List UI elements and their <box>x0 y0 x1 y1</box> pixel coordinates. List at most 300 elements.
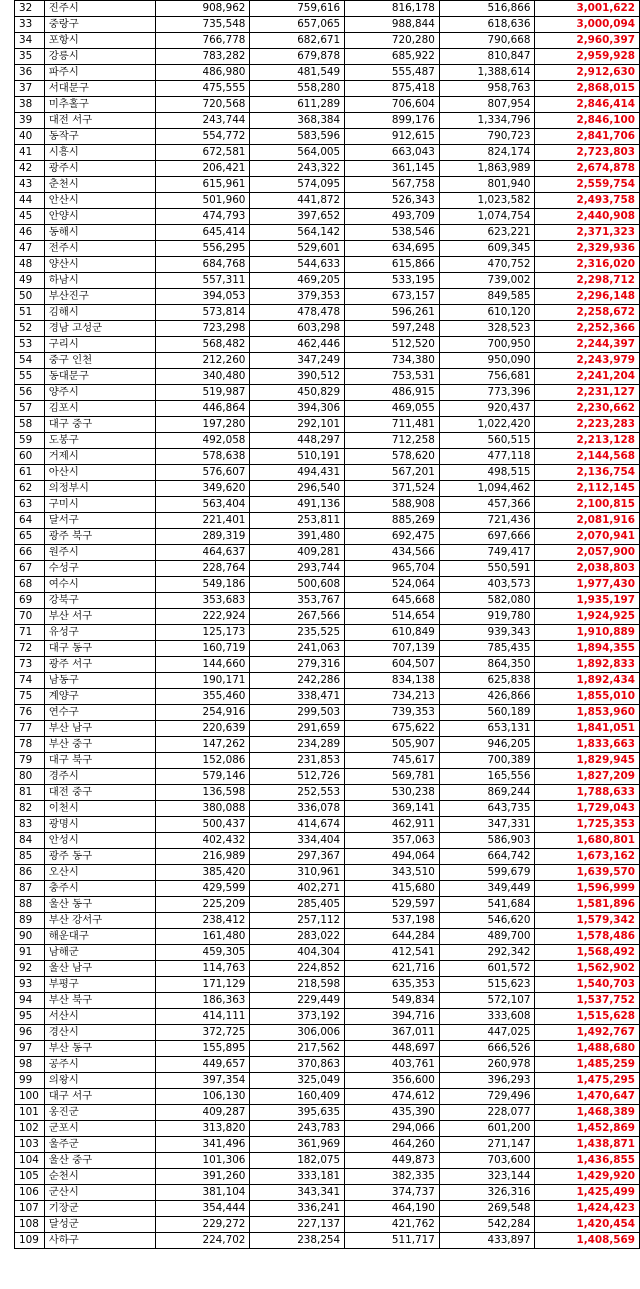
value-cell-3[interactable]: 912,615 <box>345 129 440 145</box>
value-cell-4[interactable]: 546,620 <box>439 913 535 929</box>
value-cell-2[interactable]: 160,409 <box>250 1089 345 1105</box>
value-cell-2[interactable]: 441,872 <box>250 193 345 209</box>
value-cell-2[interactable]: 402,271 <box>250 881 345 897</box>
value-cell-2[interactable]: 409,281 <box>250 545 345 561</box>
value-cell-1[interactable]: 720,568 <box>155 97 250 113</box>
value-cell-1[interactable]: 380,088 <box>155 801 250 817</box>
rank-cell[interactable]: 104 <box>15 1153 45 1169</box>
total-cell[interactable]: 2,231,127 <box>535 385 640 401</box>
value-cell-4[interactable]: 610,120 <box>439 305 535 321</box>
total-cell[interactable]: 1,470,647 <box>535 1089 640 1105</box>
value-cell-4[interactable]: 165,556 <box>439 769 535 785</box>
value-cell-2[interactable]: 293,744 <box>250 561 345 577</box>
region-cell[interactable]: 군산시 <box>44 1185 155 1201</box>
value-cell-2[interactable]: 462,446 <box>250 337 345 353</box>
value-cell-1[interactable]: 554,772 <box>155 129 250 145</box>
region-cell[interactable]: 해운대구 <box>44 929 155 945</box>
rank-cell[interactable]: 33 <box>15 17 45 33</box>
value-cell-4[interactable]: 729,496 <box>439 1089 535 1105</box>
value-cell-1[interactable]: 224,702 <box>155 1233 250 1249</box>
rank-cell[interactable]: 62 <box>15 481 45 497</box>
value-cell-3[interactable]: 412,541 <box>345 945 440 961</box>
total-cell[interactable]: 1,436,855 <box>535 1153 640 1169</box>
rank-cell[interactable]: 106 <box>15 1185 45 1201</box>
value-cell-3[interactable]: 621,716 <box>345 961 440 977</box>
value-cell-2[interactable]: 297,367 <box>250 849 345 865</box>
value-cell-1[interactable]: 254,916 <box>155 705 250 721</box>
value-cell-4[interactable]: 542,284 <box>439 1217 535 1233</box>
total-cell[interactable]: 2,038,803 <box>535 561 640 577</box>
value-cell-3[interactable]: 421,762 <box>345 1217 440 1233</box>
region-cell[interactable]: 부산 북구 <box>44 993 155 1009</box>
value-cell-1[interactable]: 349,620 <box>155 481 250 497</box>
value-cell-2[interactable]: 481,549 <box>250 65 345 81</box>
value-cell-2[interactable]: 397,652 <box>250 209 345 225</box>
region-cell[interactable]: 충주시 <box>44 881 155 897</box>
value-cell-1[interactable]: 414,111 <box>155 1009 250 1025</box>
value-cell-1[interactable]: 446,864 <box>155 401 250 417</box>
value-cell-1[interactable]: 229,272 <box>155 1217 250 1233</box>
value-cell-2[interactable]: 404,304 <box>250 945 345 961</box>
value-cell-4[interactable]: 260,978 <box>439 1057 535 1073</box>
value-cell-1[interactable]: 161,480 <box>155 929 250 945</box>
rank-cell[interactable]: 38 <box>15 97 45 113</box>
value-cell-2[interactable]: 243,322 <box>250 161 345 177</box>
region-cell[interactable]: 경주시 <box>44 769 155 785</box>
value-cell-1[interactable]: 355,460 <box>155 689 250 705</box>
value-cell-4[interactable]: 849,585 <box>439 289 535 305</box>
value-cell-4[interactable]: 349,449 <box>439 881 535 897</box>
total-cell[interactable]: 2,144,568 <box>535 449 640 465</box>
value-cell-2[interactable]: 231,853 <box>250 753 345 769</box>
total-cell[interactable]: 1,892,434 <box>535 673 640 689</box>
rank-cell[interactable]: 68 <box>15 577 45 593</box>
value-cell-2[interactable]: 500,608 <box>250 577 345 593</box>
region-cell[interactable]: 안산시 <box>44 193 155 209</box>
region-cell[interactable]: 하남시 <box>44 273 155 289</box>
value-cell-4[interactable]: 666,526 <box>439 1041 535 1057</box>
value-cell-1[interactable]: 783,282 <box>155 49 250 65</box>
rank-cell[interactable]: 78 <box>15 737 45 753</box>
rank-cell[interactable]: 54 <box>15 353 45 369</box>
value-cell-1[interactable]: 354,444 <box>155 1201 250 1217</box>
value-cell-2[interactable]: 347,249 <box>250 353 345 369</box>
value-cell-4[interactable]: 824,174 <box>439 145 535 161</box>
rank-cell[interactable]: 59 <box>15 433 45 449</box>
value-cell-1[interactable]: 171,129 <box>155 977 250 993</box>
value-cell-2[interactable]: 368,384 <box>250 113 345 129</box>
value-cell-2[interactable]: 361,969 <box>250 1137 345 1153</box>
value-cell-2[interactable]: 252,553 <box>250 785 345 801</box>
value-cell-2[interactable]: 338,471 <box>250 689 345 705</box>
rank-cell[interactable]: 91 <box>15 945 45 961</box>
rank-cell[interactable]: 74 <box>15 673 45 689</box>
rank-cell[interactable]: 82 <box>15 801 45 817</box>
value-cell-3[interactable]: 533,195 <box>345 273 440 289</box>
value-cell-3[interactable]: 635,353 <box>345 977 440 993</box>
total-cell[interactable]: 1,485,259 <box>535 1057 640 1073</box>
value-cell-1[interactable]: 238,412 <box>155 913 250 929</box>
value-cell-3[interactable]: 449,873 <box>345 1153 440 1169</box>
rank-cell[interactable]: 80 <box>15 769 45 785</box>
total-cell[interactable]: 2,960,397 <box>535 33 640 49</box>
region-cell[interactable]: 울산 중구 <box>44 1153 155 1169</box>
value-cell-4[interactable]: 347,331 <box>439 817 535 833</box>
region-cell[interactable]: 전주시 <box>44 241 155 257</box>
value-cell-3[interactable]: 448,697 <box>345 1041 440 1057</box>
value-cell-3[interactable]: 382,335 <box>345 1169 440 1185</box>
region-cell[interactable]: 춘천시 <box>44 177 155 193</box>
value-cell-2[interactable]: 529,601 <box>250 241 345 257</box>
value-cell-1[interactable]: 114,763 <box>155 961 250 977</box>
value-cell-2[interactable]: 574,095 <box>250 177 345 193</box>
rank-cell[interactable]: 47 <box>15 241 45 257</box>
region-cell[interactable]: 중랑구 <box>44 17 155 33</box>
rank-cell[interactable]: 108 <box>15 1217 45 1233</box>
value-cell-1[interactable]: 212,260 <box>155 353 250 369</box>
value-cell-3[interactable]: 374,737 <box>345 1185 440 1201</box>
value-cell-3[interactable]: 875,418 <box>345 81 440 97</box>
value-cell-1[interactable]: 459,305 <box>155 945 250 961</box>
total-cell[interactable]: 1,452,869 <box>535 1121 640 1137</box>
value-cell-2[interactable]: 234,289 <box>250 737 345 753</box>
value-cell-4[interactable]: 946,205 <box>439 737 535 753</box>
value-cell-2[interactable]: 243,783 <box>250 1121 345 1137</box>
value-cell-3[interactable]: 645,668 <box>345 593 440 609</box>
region-cell[interactable]: 강북구 <box>44 593 155 609</box>
value-cell-3[interactable]: 403,761 <box>345 1057 440 1073</box>
value-cell-4[interactable]: 773,396 <box>439 385 535 401</box>
region-cell[interactable]: 부산 서구 <box>44 609 155 625</box>
value-cell-2[interactable]: 325,049 <box>250 1073 345 1089</box>
total-cell[interactable]: 1,424,423 <box>535 1201 640 1217</box>
value-cell-2[interactable]: 544,633 <box>250 257 345 273</box>
rank-cell[interactable]: 58 <box>15 417 45 433</box>
total-cell[interactable]: 1,429,920 <box>535 1169 640 1185</box>
value-cell-1[interactable]: 464,637 <box>155 545 250 561</box>
value-cell-3[interactable]: 706,604 <box>345 97 440 113</box>
value-cell-3[interactable]: 692,475 <box>345 529 440 545</box>
total-cell[interactable]: 2,258,672 <box>535 305 640 321</box>
value-cell-1[interactable]: 549,186 <box>155 577 250 593</box>
value-cell-4[interactable]: 403,573 <box>439 577 535 593</box>
total-cell[interactable]: 1,515,628 <box>535 1009 640 1025</box>
value-cell-1[interactable]: 500,437 <box>155 817 250 833</box>
value-cell-2[interactable]: 391,480 <box>250 529 345 545</box>
region-cell[interactable]: 광주시 <box>44 161 155 177</box>
region-cell[interactable]: 의왕시 <box>44 1073 155 1089</box>
value-cell-3[interactable]: 675,622 <box>345 721 440 737</box>
value-cell-3[interactable]: 739,353 <box>345 705 440 721</box>
value-cell-1[interactable]: 449,657 <box>155 1057 250 1073</box>
value-cell-1[interactable]: 735,548 <box>155 17 250 33</box>
value-cell-1[interactable]: 340,480 <box>155 369 250 385</box>
rank-cell[interactable]: 73 <box>15 657 45 673</box>
value-cell-2[interactable]: 242,286 <box>250 673 345 689</box>
region-cell[interactable]: 서산시 <box>44 1009 155 1025</box>
region-cell[interactable]: 부산진구 <box>44 289 155 305</box>
value-cell-1[interactable]: 394,053 <box>155 289 250 305</box>
total-cell[interactable]: 1,935,197 <box>535 593 640 609</box>
region-cell[interactable]: 강릉시 <box>44 49 155 65</box>
value-cell-1[interactable]: 197,280 <box>155 417 250 433</box>
rank-cell[interactable]: 93 <box>15 977 45 993</box>
total-cell[interactable]: 1,492,767 <box>535 1025 640 1041</box>
value-cell-4[interactable]: 697,666 <box>439 529 535 545</box>
region-cell[interactable]: 아산시 <box>44 465 155 481</box>
rank-cell[interactable]: 57 <box>15 401 45 417</box>
total-cell[interactable]: 1,788,633 <box>535 785 640 801</box>
value-cell-2[interactable]: 238,254 <box>250 1233 345 1249</box>
region-cell[interactable]: 수성구 <box>44 561 155 577</box>
total-cell[interactable]: 3,001,622 <box>535 1 640 17</box>
region-cell[interactable]: 대전 서구 <box>44 113 155 129</box>
rank-cell[interactable]: 101 <box>15 1105 45 1121</box>
rank-cell[interactable]: 63 <box>15 497 45 513</box>
region-cell[interactable]: 시흥시 <box>44 145 155 161</box>
value-cell-1[interactable]: 672,581 <box>155 145 250 161</box>
total-cell[interactable]: 1,488,680 <box>535 1041 640 1057</box>
value-cell-2[interactable]: 414,674 <box>250 817 345 833</box>
value-cell-4[interactable]: 582,080 <box>439 593 535 609</box>
total-cell[interactable]: 2,230,662 <box>535 401 640 417</box>
value-cell-4[interactable]: 271,147 <box>439 1137 535 1153</box>
value-cell-4[interactable]: 790,668 <box>439 33 535 49</box>
value-cell-4[interactable]: 498,515 <box>439 465 535 481</box>
value-cell-1[interactable]: 492,058 <box>155 433 250 449</box>
value-cell-3[interactable]: 588,908 <box>345 497 440 513</box>
value-cell-3[interactable]: 712,258 <box>345 433 440 449</box>
value-cell-1[interactable]: 385,420 <box>155 865 250 881</box>
value-cell-3[interactable]: 371,524 <box>345 481 440 497</box>
value-cell-1[interactable]: 106,130 <box>155 1089 250 1105</box>
rank-cell[interactable]: 105 <box>15 1169 45 1185</box>
value-cell-1[interactable]: 186,363 <box>155 993 250 1009</box>
value-cell-2[interactable]: 494,431 <box>250 465 345 481</box>
value-cell-1[interactable]: 409,287 <box>155 1105 250 1121</box>
value-cell-2[interactable]: 292,101 <box>250 417 345 433</box>
value-cell-1[interactable]: 501,960 <box>155 193 250 209</box>
value-cell-2[interactable]: 448,297 <box>250 433 345 449</box>
value-cell-1[interactable]: 684,768 <box>155 257 250 273</box>
value-cell-2[interactable]: 291,659 <box>250 721 345 737</box>
total-cell[interactable]: 2,846,414 <box>535 97 640 113</box>
total-cell[interactable]: 2,723,803 <box>535 145 640 161</box>
value-cell-3[interactable]: 711,481 <box>345 417 440 433</box>
total-cell[interactable]: 1,855,010 <box>535 689 640 705</box>
value-cell-2[interactable]: 224,852 <box>250 961 345 977</box>
rank-cell[interactable]: 45 <box>15 209 45 225</box>
value-cell-4[interactable]: 515,623 <box>439 977 535 993</box>
value-cell-3[interactable]: 644,284 <box>345 929 440 945</box>
region-cell[interactable]: 김해시 <box>44 305 155 321</box>
value-cell-3[interactable]: 361,145 <box>345 161 440 177</box>
region-cell[interactable]: 남동구 <box>44 673 155 689</box>
value-cell-3[interactable]: 615,866 <box>345 257 440 273</box>
region-cell[interactable]: 남해군 <box>44 945 155 961</box>
value-cell-2[interactable]: 558,280 <box>250 81 345 97</box>
region-cell[interactable]: 유성구 <box>44 625 155 641</box>
total-cell[interactable]: 2,100,815 <box>535 497 640 513</box>
rank-cell[interactable]: 42 <box>15 161 45 177</box>
region-cell[interactable]: 대구 동구 <box>44 641 155 657</box>
rank-cell[interactable]: 100 <box>15 1089 45 1105</box>
value-cell-4[interactable]: 864,350 <box>439 657 535 673</box>
rank-cell[interactable]: 49 <box>15 273 45 289</box>
value-cell-1[interactable]: 486,980 <box>155 65 250 81</box>
value-cell-1[interactable]: 908,962 <box>155 1 250 17</box>
region-cell[interactable]: 경산시 <box>44 1025 155 1041</box>
value-cell-3[interactable]: 369,141 <box>345 801 440 817</box>
value-cell-2[interactable]: 564,005 <box>250 145 345 161</box>
value-cell-3[interactable]: 474,612 <box>345 1089 440 1105</box>
value-cell-4[interactable]: 477,118 <box>439 449 535 465</box>
value-cell-1[interactable]: 579,146 <box>155 769 250 785</box>
rank-cell[interactable]: 99 <box>15 1073 45 1089</box>
value-cell-1[interactable]: 147,262 <box>155 737 250 753</box>
value-cell-4[interactable]: 643,735 <box>439 801 535 817</box>
region-cell[interactable]: 계양구 <box>44 689 155 705</box>
value-cell-2[interactable]: 182,075 <box>250 1153 345 1169</box>
rank-cell[interactable]: 92 <box>15 961 45 977</box>
rank-cell[interactable]: 32 <box>15 1 45 17</box>
value-cell-3[interactable]: 462,911 <box>345 817 440 833</box>
region-cell[interactable]: 여수시 <box>44 577 155 593</box>
value-cell-2[interactable]: 306,006 <box>250 1025 345 1041</box>
region-cell[interactable]: 옹진군 <box>44 1105 155 1121</box>
value-cell-2[interactable]: 512,726 <box>250 769 345 785</box>
value-cell-3[interactable]: 538,546 <box>345 225 440 241</box>
value-cell-3[interactable]: 494,064 <box>345 849 440 865</box>
value-cell-4[interactable]: 919,780 <box>439 609 535 625</box>
value-cell-3[interactable]: 367,011 <box>345 1025 440 1041</box>
rank-cell[interactable]: 69 <box>15 593 45 609</box>
total-cell[interactable]: 1,841,051 <box>535 721 640 737</box>
rank-cell[interactable]: 41 <box>15 145 45 161</box>
value-cell-4[interactable]: 470,752 <box>439 257 535 273</box>
region-cell[interactable]: 경남 고성군 <box>44 321 155 337</box>
region-cell[interactable]: 구리시 <box>44 337 155 353</box>
value-cell-3[interactable]: 511,717 <box>345 1233 440 1249</box>
value-cell-1[interactable]: 372,725 <box>155 1025 250 1041</box>
value-cell-1[interactable]: 556,295 <box>155 241 250 257</box>
value-cell-4[interactable]: 749,417 <box>439 545 535 561</box>
value-cell-1[interactable]: 155,895 <box>155 1041 250 1057</box>
total-cell[interactable]: 2,298,712 <box>535 273 640 289</box>
value-cell-3[interactable]: 685,922 <box>345 49 440 65</box>
region-cell[interactable]: 중구 인천 <box>44 353 155 369</box>
value-cell-2[interactable]: 283,022 <box>250 929 345 945</box>
value-cell-3[interactable]: 493,709 <box>345 209 440 225</box>
region-cell[interactable]: 대구 북구 <box>44 753 155 769</box>
value-cell-4[interactable]: 516,866 <box>439 1 535 17</box>
rank-cell[interactable]: 96 <box>15 1025 45 1041</box>
value-cell-4[interactable]: 807,954 <box>439 97 535 113</box>
value-cell-2[interactable]: 227,137 <box>250 1217 345 1233</box>
value-cell-3[interactable]: 988,844 <box>345 17 440 33</box>
value-cell-4[interactable]: 489,700 <box>439 929 535 945</box>
rank-cell[interactable]: 85 <box>15 849 45 865</box>
value-cell-4[interactable]: 433,897 <box>439 1233 535 1249</box>
total-cell[interactable]: 1,673,162 <box>535 849 640 865</box>
region-cell[interactable]: 부산 동구 <box>44 1041 155 1057</box>
value-cell-4[interactable]: 1,094,462 <box>439 481 535 497</box>
value-cell-3[interactable]: 816,178 <box>345 1 440 17</box>
total-cell[interactable]: 1,680,801 <box>535 833 640 849</box>
value-cell-1[interactable]: 144,660 <box>155 657 250 673</box>
region-cell[interactable]: 울산 동구 <box>44 897 155 913</box>
value-cell-4[interactable]: 457,366 <box>439 497 535 513</box>
rank-cell[interactable]: 35 <box>15 49 45 65</box>
total-cell[interactable]: 2,329,936 <box>535 241 640 257</box>
rank-cell[interactable]: 46 <box>15 225 45 241</box>
value-cell-4[interactable]: 599,679 <box>439 865 535 881</box>
rank-cell[interactable]: 71 <box>15 625 45 641</box>
region-cell[interactable]: 동해시 <box>44 225 155 241</box>
value-cell-1[interactable]: 313,820 <box>155 1121 250 1137</box>
total-cell[interactable]: 1,639,570 <box>535 865 640 881</box>
rank-cell[interactable]: 83 <box>15 817 45 833</box>
value-cell-4[interactable]: 269,548 <box>439 1201 535 1217</box>
value-cell-2[interactable]: 285,405 <box>250 897 345 913</box>
region-cell[interactable]: 이천시 <box>44 801 155 817</box>
value-cell-4[interactable]: 700,950 <box>439 337 535 353</box>
value-cell-1[interactable]: 216,989 <box>155 849 250 865</box>
region-cell[interactable]: 울산 남구 <box>44 961 155 977</box>
value-cell-4[interactable]: 1,074,754 <box>439 209 535 225</box>
value-cell-2[interactable]: 217,562 <box>250 1041 345 1057</box>
region-cell[interactable]: 대구 서구 <box>44 1089 155 1105</box>
rank-cell[interactable]: 109 <box>15 1233 45 1249</box>
total-cell[interactable]: 1,596,999 <box>535 881 640 897</box>
value-cell-4[interactable]: 810,847 <box>439 49 535 65</box>
rank-cell[interactable]: 89 <box>15 913 45 929</box>
value-cell-1[interactable]: 289,319 <box>155 529 250 545</box>
value-cell-2[interactable]: 310,961 <box>250 865 345 881</box>
region-cell[interactable]: 양주시 <box>44 385 155 401</box>
value-cell-3[interactable]: 596,261 <box>345 305 440 321</box>
value-cell-4[interactable]: 560,515 <box>439 433 535 449</box>
rank-cell[interactable]: 103 <box>15 1137 45 1153</box>
value-cell-1[interactable]: 243,744 <box>155 113 250 129</box>
rank-cell[interactable]: 53 <box>15 337 45 353</box>
value-cell-4[interactable]: 550,591 <box>439 561 535 577</box>
total-cell[interactable]: 2,244,397 <box>535 337 640 353</box>
value-cell-3[interactable]: 435,390 <box>345 1105 440 1121</box>
total-cell[interactable]: 1,924,925 <box>535 609 640 625</box>
value-cell-4[interactable]: 625,838 <box>439 673 535 689</box>
total-cell[interactable]: 2,440,908 <box>535 209 640 225</box>
value-cell-2[interactable]: 611,289 <box>250 97 345 113</box>
value-cell-2[interactable]: 253,811 <box>250 513 345 529</box>
region-cell[interactable]: 공주시 <box>44 1057 155 1073</box>
value-cell-2[interactable]: 657,065 <box>250 17 345 33</box>
total-cell[interactable]: 2,070,941 <box>535 529 640 545</box>
total-cell[interactable]: 2,868,015 <box>535 81 640 97</box>
value-cell-2[interactable]: 353,767 <box>250 593 345 609</box>
rank-cell[interactable]: 75 <box>15 689 45 705</box>
rank-cell[interactable]: 37 <box>15 81 45 97</box>
value-cell-3[interactable]: 899,176 <box>345 113 440 129</box>
value-cell-1[interactable]: 475,555 <box>155 81 250 97</box>
total-cell[interactable]: 2,112,145 <box>535 481 640 497</box>
region-cell[interactable]: 오산시 <box>44 865 155 881</box>
total-cell[interactable]: 2,213,128 <box>535 433 640 449</box>
value-cell-2[interactable]: 267,566 <box>250 609 345 625</box>
value-cell-4[interactable]: 586,903 <box>439 833 535 849</box>
total-cell[interactable]: 2,674,878 <box>535 161 640 177</box>
value-cell-4[interactable]: 653,131 <box>439 721 535 737</box>
